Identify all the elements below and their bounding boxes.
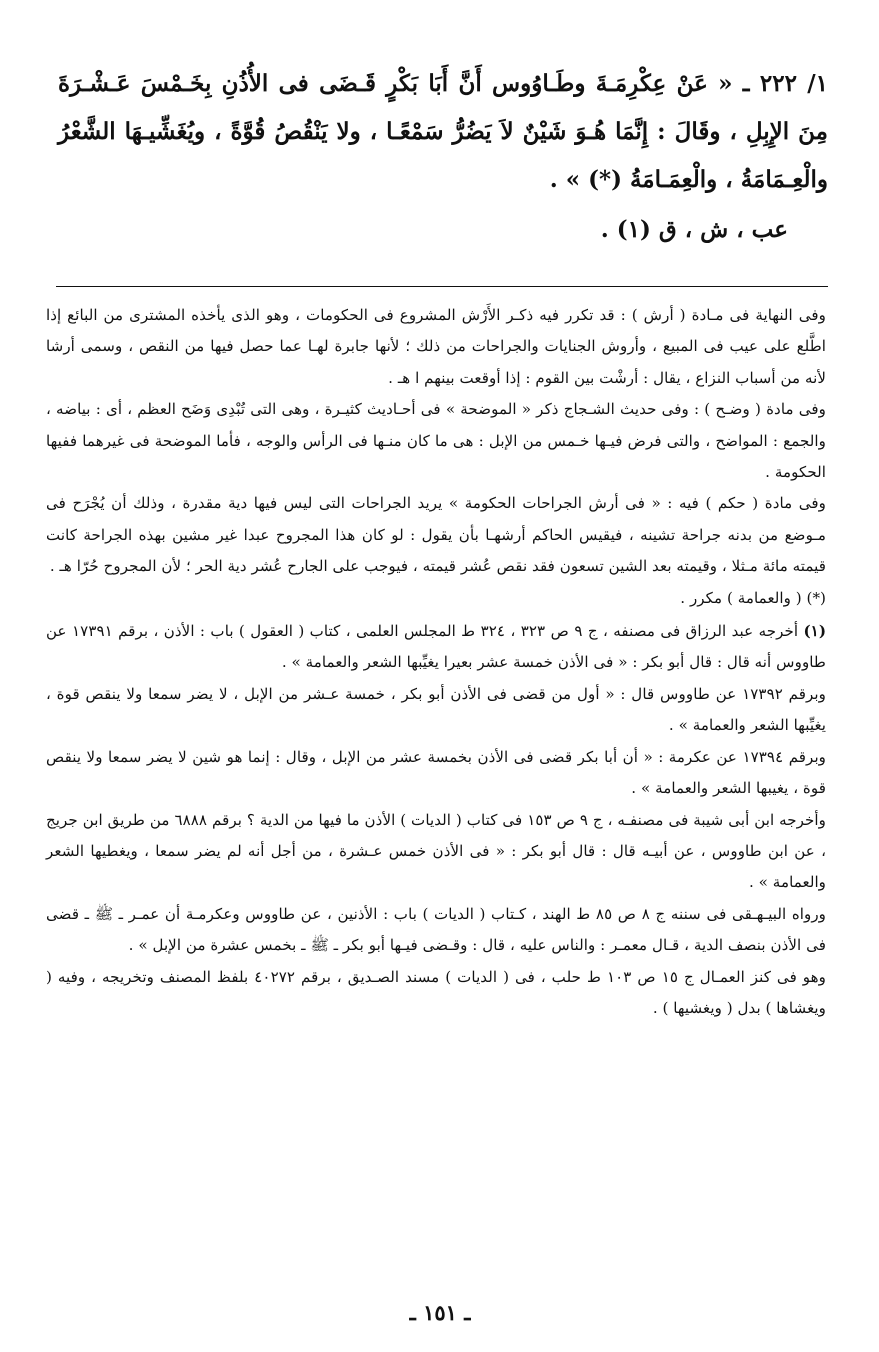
footnote-marker: (١) (803, 622, 827, 641)
footnote-1-ref4: وأخرجه ابن أبى شيبة فى مصنفـه ، ج ٩ ص ١٥٣ فى كتاب ( الديات ) الأذن ما فيها من الدية ؟ برقم ٦٨٨٨ من طريق ابن جريج ، عن ابن طاووس ، عن أبيـه قال : قال أبو بكر : « فى الأذن خمس عـشرة ، من أجل أنه لم يضر سمعا ، ويغطيها الشعر والعمامة » . (46, 810, 826, 892)
footnote-divider (56, 286, 828, 287)
note-star: (*) ( والعمامة ) مكرر . (680, 588, 826, 607)
note-hukm: وفى مادة ( حكم ) فيه : « فى أرش الجراحات الحكومة » يريد الجراحات التى ليس فيها دية مقدرة ، وذلك أن يُجْرَح فى مـوضع من بدنه جراحة تشينه ، فيقيس الحاكم أرشهـا بأن يقول : لو كان هذا المجروح عبدا غير مشين بهذه الجراحة كانت قيمته مائة مـثلا ، وقيمته بعد الشين تسعون فقد نقص عُشر قيمته ، فيوجب على الجارح عُشر دية الحر ؛ لأن المجروح حُرّا هـ . (46, 494, 826, 576)
page-number: ـ ١٥١ ـ (409, 1300, 471, 1325)
footnote-1-ref2: وبرقم ١٧٣٩٢ عن طاووس قال : « أول من قضى فى الأذن أبو بكر ، خمسة عـشر من الإبل ، لا يضر سمعا ولا ينقص قوة ، يغيِّبها الشعر والعمامة » . (46, 684, 826, 735)
footnote-1-ref6: وهو فى كنز العمـال ج ١٥ ص ١٠٣ ط حلب ، فى ( الديات ) مسند الصـديق ، برقم ٤٠٢٧٢ بلفظ المصنف وتخريجه ، وفيه ( ويغشاها ) بدل ( ويغشيها ) . (46, 967, 826, 1017)
note-irsh: وفى النهاية فى مـادة ( أرش ) : قد تكرر فيه ذكـر الأَرْش المشروع فى الحكومات ، وهو الذى يأخذه المشترى من البائع إذا اطَّلع على عيب فى المبيع ، وأروش الجنايات والجراحات من ذلك ؛ لأنها جابرة لهـا عما حصل فيها من النقص ، وسمى أرشا لأنه من أسباب النزاع ، يقال : أرشْت بين القوم : إذا أوقعت بينهم ا هـ . (46, 306, 826, 387)
hadith-block (58, 60, 828, 254)
footnote-1-ref3: وبرقم ١٧٣٩٤ عن عكرمة : « أن أبا بكر قضى فى الأذن بخمسة عشر من الإبل ، وقال : إنما هو شين لا يضر سمعا ولا ينقص قوة ، يغيبها الشعر والعمامة » . (46, 747, 826, 798)
footnote-1 (46, 616, 826, 679)
footnotes-block (46, 300, 826, 1024)
footnote-1-ref5: ورواه البيـهـقى فى سننه ج ٨ ص ٨٥ ط الهند ، كـتاب ( الديات ) باب : الأذنين ، عن طاووس وعكرمـة أن عمـر ـ ﷺ ـ قضى فى الأذن بنصف الدية ، قـال معمـر : والناس عليه ، قال : وقـضى فيـها أبو بكر ـ ﷺ ـ بخمس عشرة من الإبل » . (46, 904, 826, 955)
footnote-1-text: أخرجه عبد الرزاق فى مصنفه ، ج ٩ ص ٣٢٣ ، ٣٢٤ ط المجلس العلمى ، كتاب ( العقول ) باب : الأذن ، برقم ١٧٣٩١ عن طاووس أنه قال : قال أبو بكر : « فى الأذن خمسة عشر بعيرا يغيِّبها الشعر والعمامة » . (46, 622, 826, 672)
hadith-text: ١/ ٢٢٢ ـ « عَنْ عِكْرِمَـةَ وطَـاوُوس أَنَّ أَبَا بَكْرٍ قَـضَى فى الأُذُنِ بِخَـمْسَ عَـشْـرَةَ مِنَ الإِبِلِ ، وقَالَ : إِنَّمَا هُـوَ شَيْنٌ لاَ يَضُرُّ سَمْعًـا ، ولا يَنْقُصُ قُوَّةً ، ويُغَشِّيـهَا الشَّعْرُ والْعِـمَامَةُ ، والْعِمَـامَةُ (*) » . (58, 70, 828, 193)
note-wadh: وفى مادة ( وضـح ) : وفى حديث الشـجاج ذكر « الموضحة » فى أحـاديث كثيـرة ، وهى التى تُبْدِى وَضَح العظم ، أى : بياضه ، والجمع : المواضح ، والتى فرض فيـها خـمس من الإبل : هى ما كان منـها فى الرأس والوجه ، فأما الموضحة فى غيرهما ففيها الحكومة . (46, 400, 826, 482)
hadith-sources: عب ، ش ، ق (١) . (600, 216, 788, 243)
